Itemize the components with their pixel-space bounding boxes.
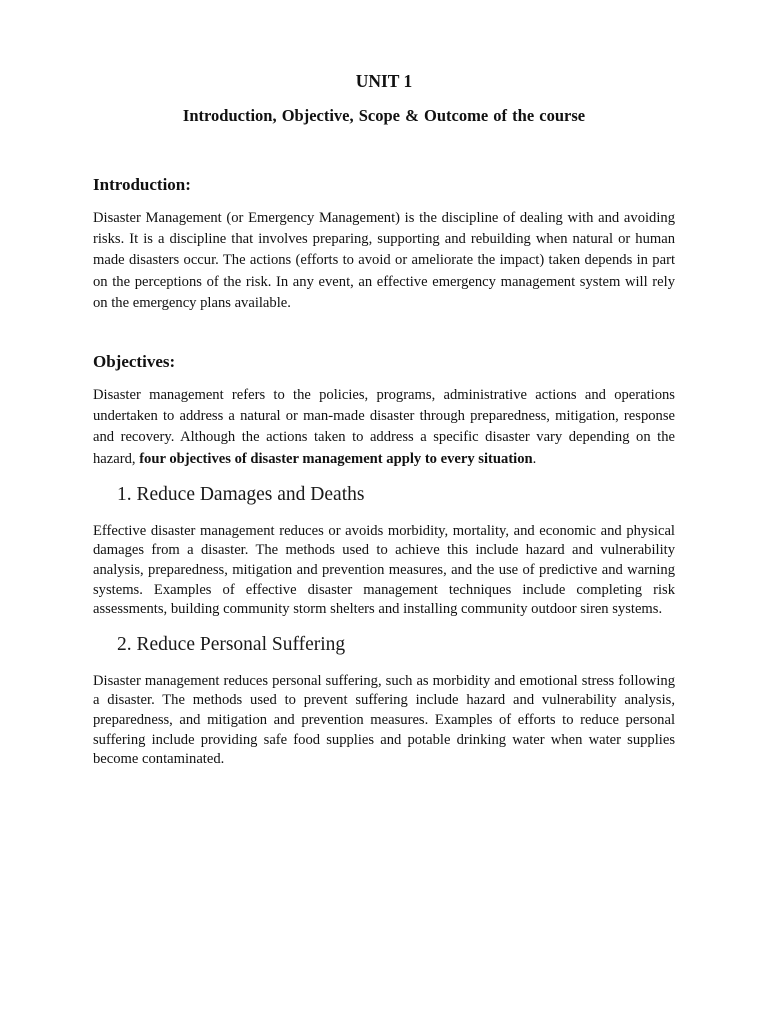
objective-item-2-paragraph: Disaster management reduces personal suffering, such as morbidity and emotional stress following a disaster. The methods used to prevent suffering include hazard and vulnerability analysis, preparedness, and mitigation and prevention measures. Examples of efforts to reduce personal suffering include providing safe food supplies and potable drinking water when water supplies become contaminated. bbox=[93, 672, 675, 768]
objective-item-2-heading: 2. Reduce Personal Suffering bbox=[117, 633, 346, 655]
objectives-paragraph bbox=[93, 385, 675, 470]
introduction-heading: Introduction: bbox=[93, 175, 191, 194]
objectives-paragraph-tail: . bbox=[532, 450, 537, 467]
unit-title: UNIT 1 bbox=[355, 71, 413, 91]
introduction-paragraph: Disaster Management (or Emergency Management) is the discipline of dealing with and avoiding risks. It is a discipline that involves preparing, supporting and rebuilding when natural or human made disasters occur. The actions (efforts to avoid or ameliorate the impact) taken depends in part on the perceptions of the risk. In any event, an effective emergency management system will rely on the emergency plans available. bbox=[93, 210, 675, 311]
objectives-paragraph-lead: Disaster management refers to the policies, programs, administrative actions and operations undertaken to address a natural or man-made disaster through preparedness, mitigation, response and recovery. Although the actions taken to address a specific disaster vary depending on the hazard, bbox=[93, 387, 675, 467]
objectives-heading: Objectives: bbox=[93, 352, 176, 372]
objective-item-1-paragraph: Effective disaster management reduces or avoids morbidity, mortality, and economic and physical damages from a disaster. The methods used to achieve this include hazard and vulnerability analysis, preparedness, mitigation and prevention measures, and the use of predictive and warning systems. Examples of effective disaster management techniques include completing risk assessments, building community storm shelters and installing community outdoor siren systems. bbox=[93, 522, 675, 618]
course-title: Introduction, Objective, Scope & Outcome of the course bbox=[182, 106, 586, 125]
objectives-paragraph-bold: four objectives of disaster management apply to every situation bbox=[139, 450, 533, 467]
document-page bbox=[93, 62, 675, 770]
objective-item-1-heading: 1. Reduce Damages and Deaths bbox=[117, 483, 365, 505]
